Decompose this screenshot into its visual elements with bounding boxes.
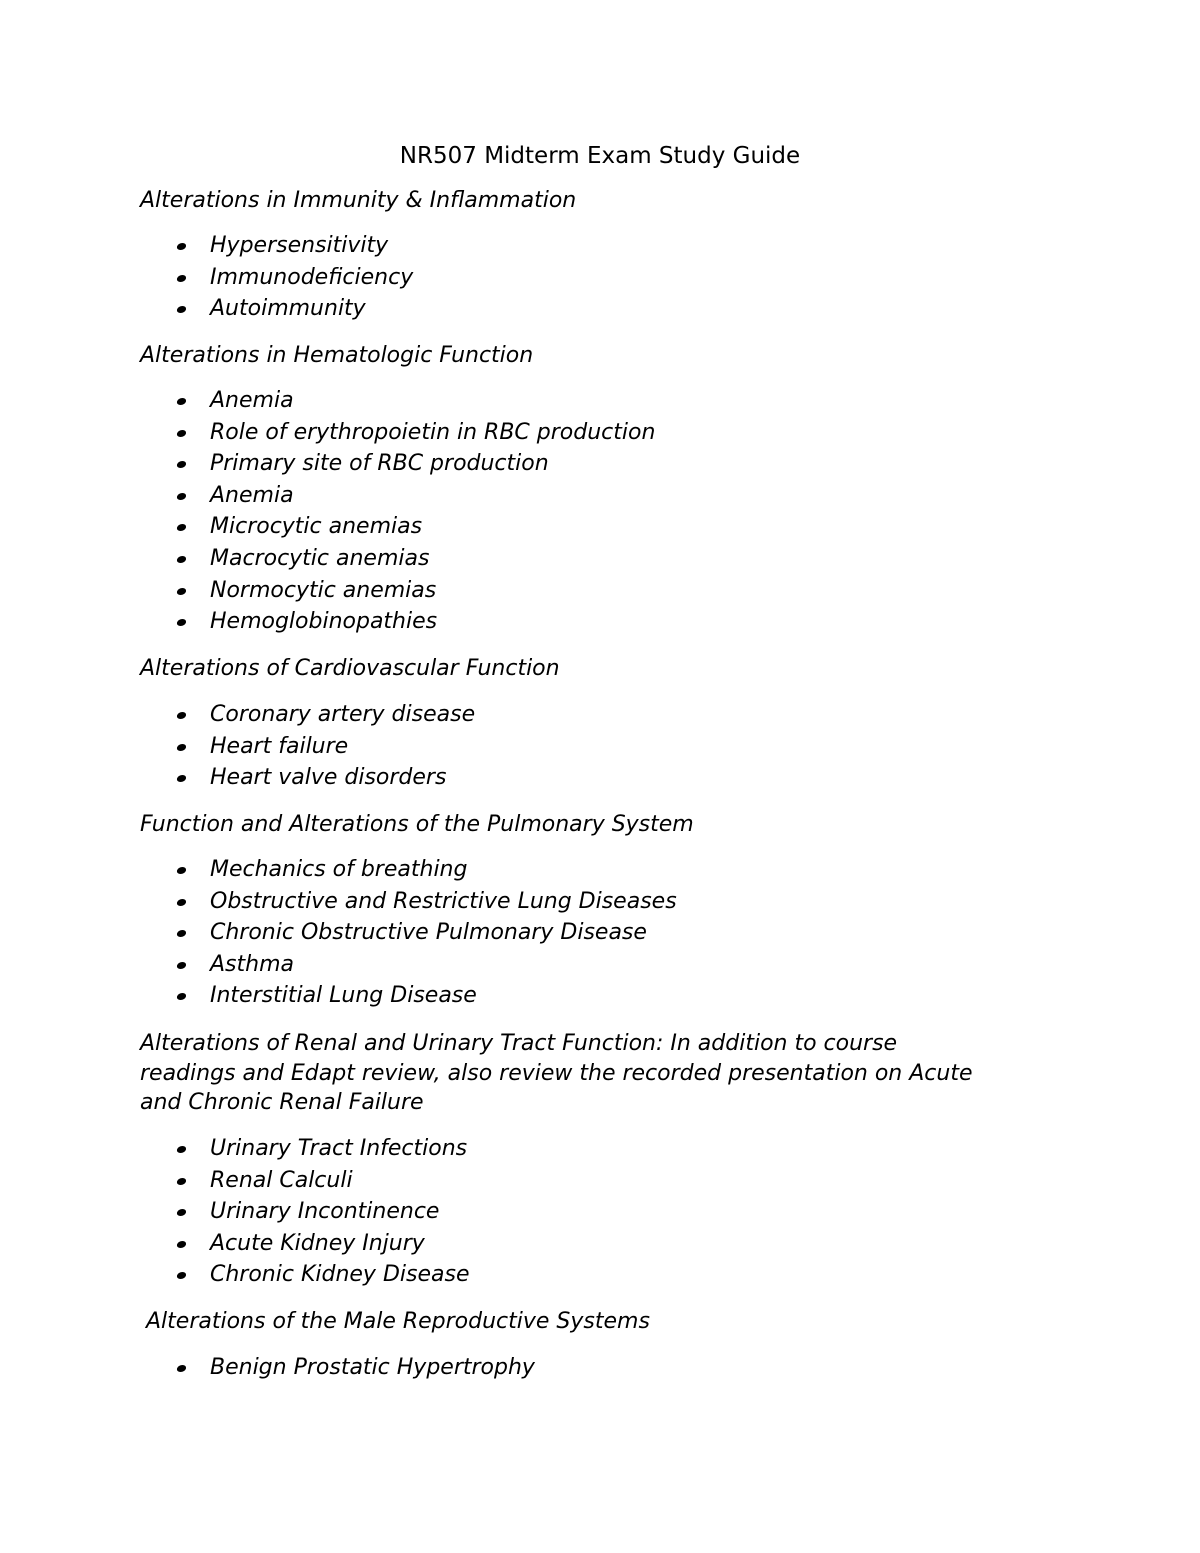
section-heading-cardiovascular: Alterations of Cardiovascular Function [140,656,560,681]
bullet-icon [176,243,187,250]
bullet-icon [176,1272,187,1279]
bullet-icon [176,1146,187,1153]
bullet-icon [176,712,187,719]
bullet-icon [176,461,187,468]
bullet-icon [176,493,187,500]
section-heading-hematologic: Alterations in Hematologic Function [140,343,534,368]
document-page: NR507 Midterm Exam Study Guide Alterations in Immunity & Inflammation Hypersensitivity Immunodeficiency Autoimmunity Alterations in Hematologic Function Anemia Role of erythropoietin in RBC production Primary site of RBC production Anemia Microcytic anemias Macrocytic anemias Normocytic anemias Hemoglobinopathies Alterations of Cardiovascular Function Coronary artery disease Heart failure Heart valve disorders Function and Alterations of the Pulmonary System Mechanics of breathing Obstructive and Restrictive Lung Diseases Chronic Obstructive Pulmonary Disease Asthma Interstitial Lung Disease Alterations of Renal and Urinary Tract Function: In addition to course readings and Edapt review, also review the recorded presentation on Acute and Chronic Renal Failure Urinary Tract Infections Renal Calculi Urinary Incontinence Acute Kidney Injury Chronic Kidney Disease Alterations of the Male Reproductive Systems Benign Prostatic Hypertrophy [0,0,1200,1553]
section-heading-renal-line-1: Alterations of Renal and Urinary Tract Function: In addition to course [140,1031,898,1056]
bullet-icon [176,993,187,1000]
bullet-icon [176,1209,187,1216]
bullet-icon [176,619,187,626]
bullet-icon [176,1365,187,1372]
section-heading-renal-line-2: readings and Edapt review, also review the recorded presentation on Acute [140,1061,973,1086]
bullet-icon [176,867,187,874]
page-title: NR507 Midterm Exam Study Guide [399,143,801,169]
section-heading-renal-line-3: and Chronic Renal Failure [140,1090,424,1115]
bullet-icon [176,524,187,531]
bullet-icon [176,275,187,282]
bullet-icon [176,930,187,937]
bullet-icon [176,1241,187,1248]
bullet-icon [176,430,187,437]
bullet-icon [176,1178,187,1185]
bullet-icon [176,744,187,751]
section-heading-immunity: Alterations in Immunity & Inflammation [140,188,577,213]
section-heading-male-reproductive: Alterations of the Male Reproductive Systems [146,1309,650,1334]
bullet-icon [176,588,187,595]
bullet-icon [176,398,187,405]
bullet-icon [176,556,187,563]
bullet-icon [176,899,187,906]
bullet-icon [176,306,187,313]
bullet-icon [176,962,187,969]
bullet-icon [176,775,187,782]
section-heading-pulmonary: Function and Alterations of the Pulmonary System [140,812,694,837]
